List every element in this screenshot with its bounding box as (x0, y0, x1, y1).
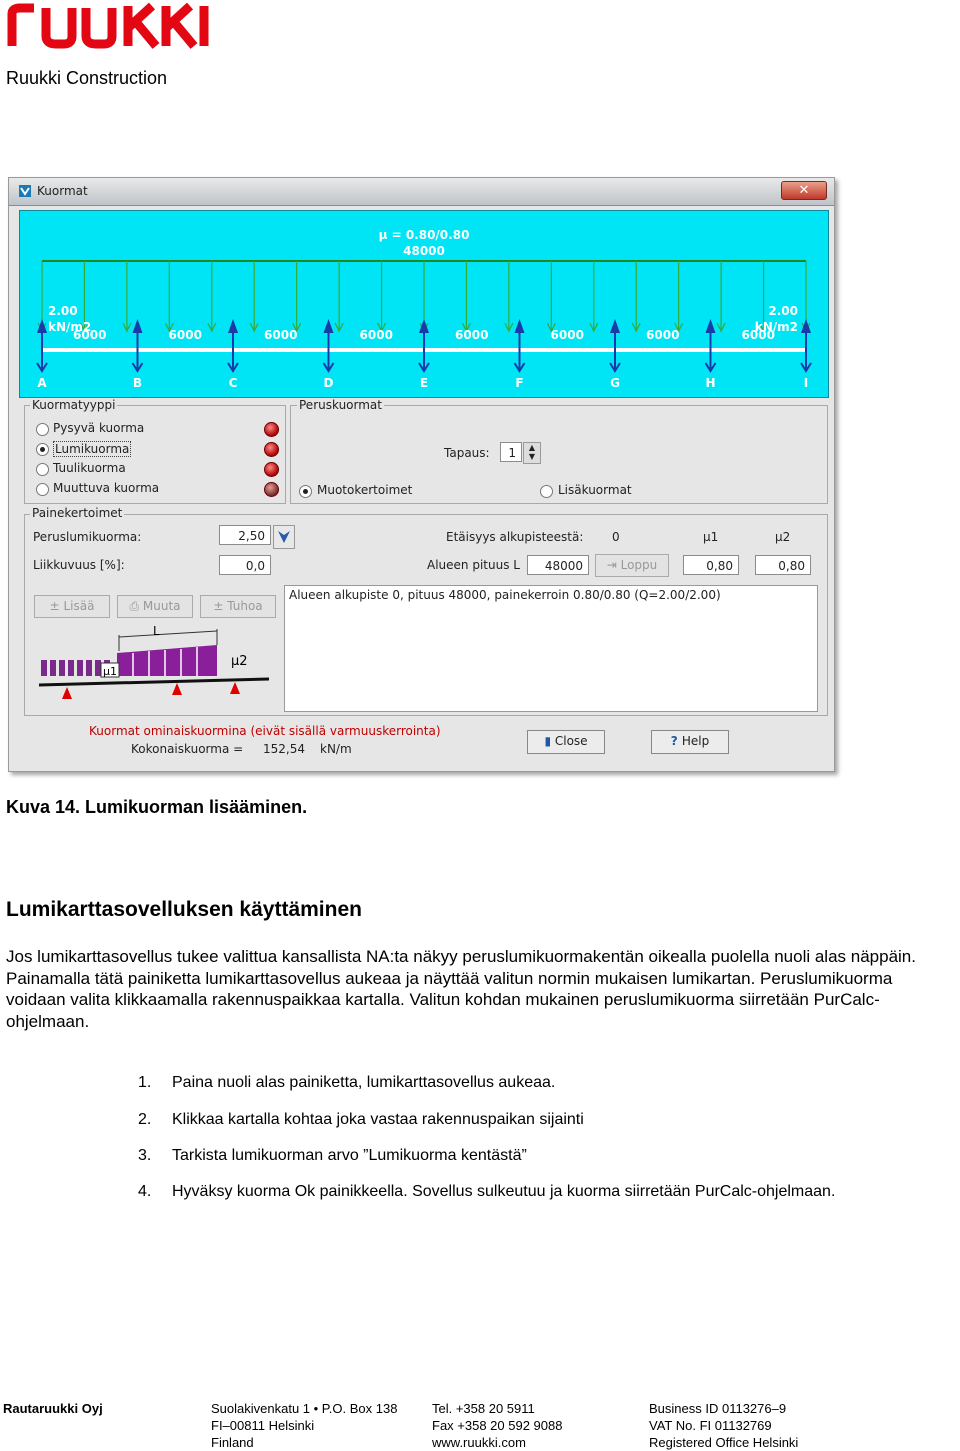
end-button-label: Loppu (620, 558, 658, 572)
sketch-mu1-label: μ1 (103, 665, 117, 678)
support-arrow-up (706, 319, 716, 333)
support-arrow-up (228, 319, 238, 333)
support-label: D (323, 376, 334, 390)
title-bar (9, 178, 834, 206)
section-title: Lumikarttasovelluksen käyttäminen (6, 898, 362, 921)
support-arrow-up (324, 319, 334, 333)
step-number: 2. (138, 1111, 152, 1128)
add-button-label: Lisää (63, 599, 95, 613)
left-load-value: 2.00 (48, 304, 78, 318)
support-arrow-up (515, 319, 525, 333)
step-number: 3. (138, 1147, 152, 1164)
door-icon: ▮ (544, 734, 555, 748)
list-item (138, 1147, 527, 1165)
list-item (138, 1074, 555, 1092)
mu1-label: μ1 (703, 530, 719, 544)
footer-line: Business ID 0113276–9 (649, 1401, 787, 1416)
close-button-label: Close (554, 734, 588, 748)
status-indicator-icon (264, 422, 279, 437)
additional-loads-radio[interactable] (540, 485, 553, 498)
support-label: I (803, 376, 809, 390)
list-item (138, 1183, 835, 1201)
mu1-input[interactable]: 0,80 (683, 555, 739, 575)
status-indicator-icon (264, 482, 279, 497)
length-label: Alueen pituus L (427, 558, 520, 572)
help-icon: ? (670, 734, 682, 748)
footer-line: Registered Office Helsinki (649, 1435, 799, 1450)
status-indicator-icon (264, 442, 279, 457)
footer-line: FI–00811 Helsinki (211, 1418, 315, 1433)
footer-line: www.ruukki.com (432, 1435, 526, 1450)
characteristic-note: Kuormat ominaiskuormina (eivät sisällä varmuuskerrointa) (89, 724, 441, 738)
arrow-down-icon (274, 526, 294, 548)
span-length-label: 6000 (73, 328, 107, 342)
additional-loads-label: Lisäkuormat (558, 483, 632, 497)
body-paragraph: Jos lumikarttasovellus tukee valittua kansallista NA:ta näkyy peruslumikuormakentän oikealla puolella nuoli alas näppäin. Painamalla tätä painiketta lumikarttasovellus aukeaa ja näyttää valitun normin mukaisen lumikartan. Peruslumikuorma voidaan valita klikkaamalla rakennuspaikkaa kartalla. Valitun kohdan mukainen peruslumikuorma siirretään PurCalc-ohjelmaan. (6, 947, 916, 1031)
close-button[interactable] (527, 730, 605, 754)
delete-icon: ± (213, 599, 228, 613)
distance-value: 0 (612, 530, 620, 544)
list-item (138, 1111, 584, 1129)
shape-coeff-label: Muotokertoimet (317, 483, 413, 497)
load-type-label: Tuulikuorma (53, 461, 126, 475)
load-type-label: Muuttuva kuorma (53, 481, 160, 495)
company-name: Ruukki Construction (6, 68, 168, 88)
edit-button-label: Muuta (142, 599, 181, 613)
snow-map-dropdown-button[interactable] (273, 525, 295, 549)
support-arrow-up (37, 319, 47, 333)
window-close-button[interactable]: ✕ (781, 181, 827, 200)
span-length-label: 6000 (646, 328, 680, 342)
step-number: 1. (138, 1074, 152, 1091)
snow-profile-sketch (37, 625, 273, 710)
span-length-label: 6000 (168, 328, 202, 342)
base-snow-label: Peruslumikuorma: (33, 530, 142, 544)
status-indicator-icon (264, 462, 279, 477)
support-label: C (228, 376, 238, 390)
left-load-unit: kN/m2 (48, 320, 92, 334)
app-icon (18, 184, 32, 198)
mu2-label: μ2 (775, 530, 791, 544)
pressure-title: Painekertoimet (32, 506, 123, 520)
end-button-icon: ⇥ (606, 558, 621, 572)
base-loads-title: Peruskuormat (299, 398, 382, 412)
support-label: E (419, 376, 429, 390)
window-title: Kuormat (37, 184, 88, 198)
footer-line: Suolakivenkatu 1 • P.O. Box 138 (211, 1401, 398, 1416)
load-type-title: Kuormatyyppi (32, 398, 116, 412)
load-list-item[interactable]: Alueen alkupiste 0, pituus 48000, painekerroin 0.80/0.80 (Q=2.00/2.00) (289, 588, 721, 602)
footer-line: VAT No. FI 01132769 (649, 1418, 772, 1433)
support-arrow-up (133, 319, 143, 333)
support-label: H (705, 376, 716, 390)
footer-line: Fax +358 20 592 9088 (432, 1418, 563, 1433)
footer-company: Rautaruukki Oyj (3, 1401, 103, 1416)
span-length-label: 6000 (550, 328, 584, 342)
total-label: Kokonaiskuorma = (131, 742, 244, 756)
edit-icon: ⎙ (129, 599, 143, 613)
step-text: Paina nuoli alas painiketta, lumikarttasovellus aukeaa. (172, 1074, 556, 1091)
step-text: Hyväksy kuorma Ok painikkeella. Sovellus sulkeutuu ja kuorma siirretään PurCalc-ohjelmaan. (172, 1183, 836, 1200)
support-arrow-up (419, 319, 429, 333)
load-type-label: Pysyvä kuorma (53, 421, 145, 435)
footer-line: Tel. +358 20 5911 (432, 1401, 535, 1416)
help-button[interactable] (651, 730, 729, 754)
footer-contact (432, 1400, 562, 1451)
span-length-label: 6000 (741, 328, 775, 342)
support-label: G (610, 376, 620, 390)
total-value: 152,54 (263, 742, 305, 756)
edit-button (117, 595, 193, 618)
mu-label: μ = 0.80/0.80 (378, 228, 470, 242)
step-text: Tarkista lumikuorman arvo ”Lumikuorma kentästä” (172, 1147, 527, 1164)
support-arrow-up (610, 319, 620, 333)
case-input[interactable]: 1 (500, 442, 522, 462)
sketch-mu2-label: μ2 (231, 654, 248, 669)
drift-input[interactable]: 0,0 (219, 555, 271, 575)
drift-label: Liikkuvuus [%]: (33, 558, 125, 572)
figure-caption: Kuva 14. Lumikuorman lisääminen. (6, 797, 308, 817)
loads-window (8, 177, 835, 772)
load-type-radio[interactable] (36, 423, 49, 436)
beam-diagram (19, 210, 829, 398)
span-length-label: 6000 (359, 328, 393, 342)
load-type-radio[interactable] (36, 483, 49, 496)
footer-line: Finland (211, 1435, 254, 1450)
step-text: Klikkaa kartalla kohtaa joka vastaa rakennuspaikan sijainti (172, 1111, 584, 1128)
total-unit: kN/m (320, 742, 352, 756)
ruukki-logo (6, 2, 210, 50)
delete-button-label: Tuhoa (227, 599, 263, 613)
shape-coeff-radio[interactable] (299, 485, 312, 498)
support-arrow-up (801, 319, 811, 333)
beam-diagram-svg (20, 211, 828, 397)
span-length-label: 6000 (455, 328, 489, 342)
case-spinner[interactable]: ▲ ▼ (523, 442, 541, 464)
distance-label: Etäisyys alkupisteestä: (446, 530, 584, 544)
sketch-l-label: L (153, 625, 160, 638)
base-snow-input[interactable]: 2,50 (219, 525, 271, 545)
help-button-label: Help (681, 734, 710, 748)
step-number: 4. (138, 1183, 152, 1200)
end-button (595, 554, 669, 577)
right-load-unit: kN/m2 (754, 320, 798, 334)
load-list-box[interactable] (284, 585, 818, 712)
right-load-value: 2.00 (768, 304, 798, 318)
load-type-label: Lumikuorma (55, 442, 130, 456)
span-length-label: 6000 (264, 328, 298, 342)
support-label: B (132, 376, 143, 390)
add-icon: ± (49, 599, 64, 613)
footer-registry (649, 1400, 798, 1451)
load-type-radio[interactable] (36, 443, 49, 456)
load-type-radio[interactable] (36, 463, 49, 476)
load-length-label: 48000 (403, 244, 445, 258)
support-label: A (37, 376, 47, 390)
footer-address (211, 1400, 397, 1451)
delete-button (200, 595, 276, 618)
support-label: F (515, 376, 524, 390)
length-input[interactable]: 48000 (527, 555, 589, 575)
case-label: Tapaus: (444, 446, 490, 460)
mu2-input[interactable]: 0,80 (755, 555, 811, 575)
add-button (34, 595, 110, 618)
